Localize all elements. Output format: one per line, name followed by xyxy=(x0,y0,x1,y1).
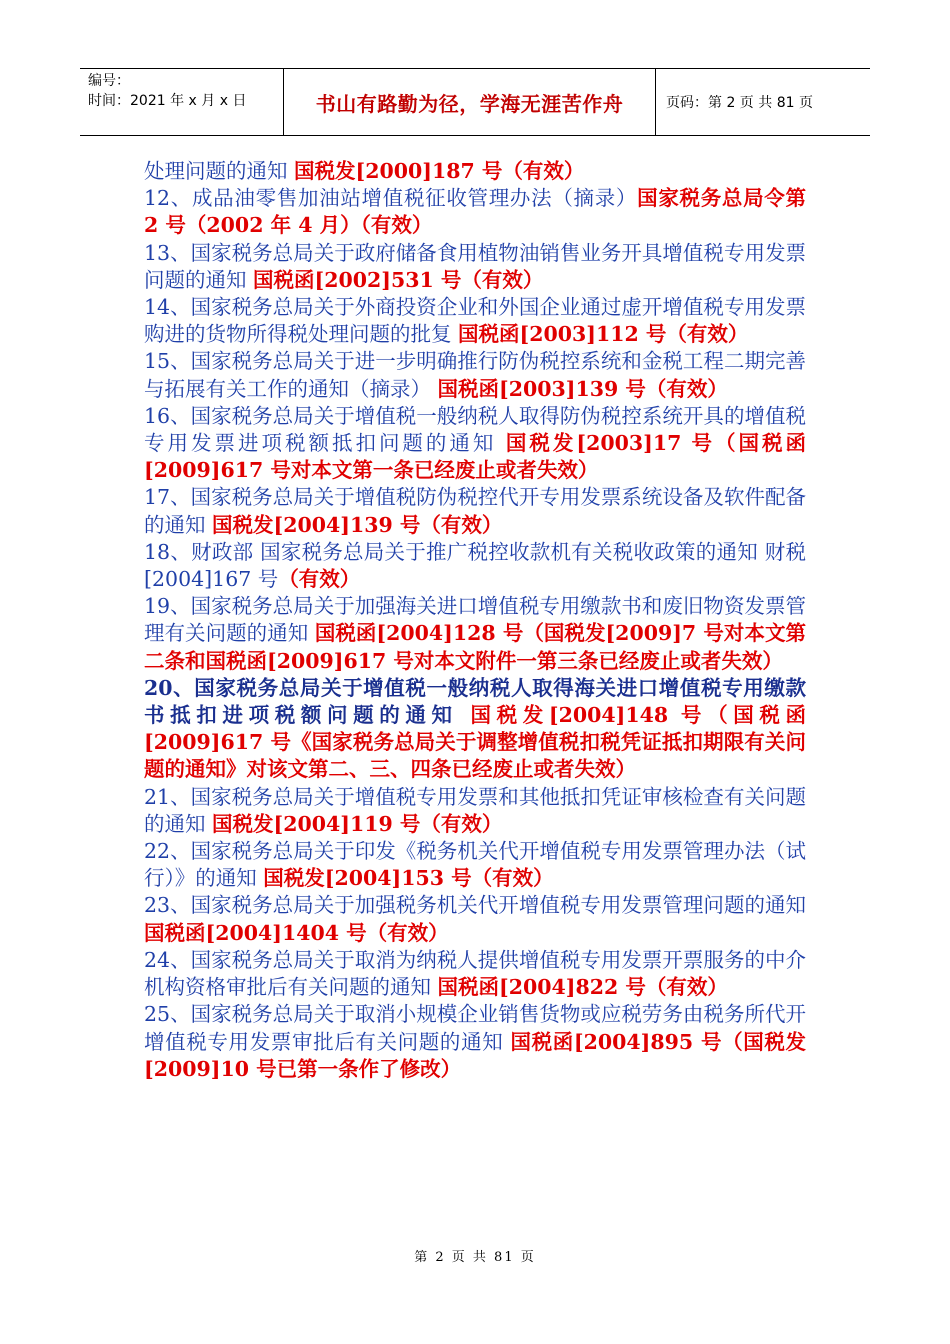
list-item: 15、国家税务总局关于进一步明确推行防伪税控系统和金税工程二期完善与拓展有关工作的通知（摘录） 国税函[2003]139 号（有效） xyxy=(144,349,806,401)
document-time-label: 时间：2021 年 x 月 x 日 xyxy=(88,93,247,109)
list-item: 19、国家税务总局关于加强海关进口增值税专用缴款书和废旧物资发票管理有关问题的通知 国税函[2004]128 号（国税发[2009]7 号对本文第二条和国税函[2009]617 号对本文附件一第三条已经废止或者失效） xyxy=(144,594,806,673)
header-motto: 书山有路勤为径，学海无涯苦作舟 xyxy=(284,69,656,135)
list-item: 16、国家税务总局关于增值税一般纳税人取得防伪税控系统开具的增值税专用发票进项税额抵扣问题的通知 国税发[2003]17 号（国税函[2009]617 号对本文第一条已经废止或者失效） xyxy=(144,403,806,483)
list-item: 处理问题的通知 国税发[2000]187 号（有效） xyxy=(144,159,585,183)
list-item: 14、国家税务总局关于外商投资企业和外国企业通过虚开增值税专用发票购进的货物所得税处理问题的批复 国税函[2003]112 号（有效） xyxy=(144,295,806,347)
list-item: 22、国家税务总局关于印发《税务机关代开增值税专用发票管理办法（试行）》的通知 国税发[2004]153 号（有效） xyxy=(144,839,806,891)
header-page-number: 页码：第 2 页 共 81 页 xyxy=(666,95,813,111)
list-item: 12、成品油零售加油站增值税征收管理办法（摘录）国家税务总局令第 2 号（2002 年 4 月）（有效） xyxy=(144,186,807,238)
list-item: 24、国家税务总局关于取消为纳税人提供增值税专用发票开票服务的中介机构资格审批后有关问题的通知 国税函[2004]822 号（有效） xyxy=(144,947,806,1000)
list-item: 23、国家税务总局关于加强税务机关代开增值税专用发票管理问题的通知 国税函[2004]1404 号（有效） xyxy=(144,893,806,945)
document-number-label: 编号： xyxy=(88,73,130,89)
list-item: 21、国家税务总局关于增值税专用发票和其他抵扣凭证审核检查有关问题的通知 国税发[2004]119 号（有效） xyxy=(144,784,806,836)
regulation-list xyxy=(144,158,806,1083)
list-item: 25、国家税务总局关于取消小规模企业销售货物或应税劳务由税务所代开增值税专用发票审批后有关问题的通知 国税函[2004]895 号（国税发[2009]10 号已第一条作了修改） xyxy=(144,1002,807,1081)
page-footer: 第 2 页 共 81 页 xyxy=(414,1250,536,1265)
page-header xyxy=(80,68,870,136)
list-item: 17、国家税务总局关于增值税防伪税控代开专用发票系统设备及软件配备的通知 国税发[2004]139 号（有效） xyxy=(144,485,806,537)
header-meta xyxy=(80,69,284,135)
list-item: 13、国家税务总局关于政府储备食用植物油销售业务开具增值税专用发票问题的通知 国税函[2002]531 号（有效） xyxy=(144,240,806,292)
list-item: 20、国家税务总局关于增值税一般纳税人取得海关进口增值税专用缴款书抵扣进项税额问题的通知 国税发[2004]148 号（国税函[2009]617 号《国家税务总局关于调整增值税扣税凭证抵扣期限有关问题的通知》对该文第二、三、四条已经废止或者失效） xyxy=(144,675,806,782)
list-item: 18、财政部 国家税务总局关于推广税控收款机有关税收政策的通知 财税[2004]167 号（有效） xyxy=(144,539,806,592)
